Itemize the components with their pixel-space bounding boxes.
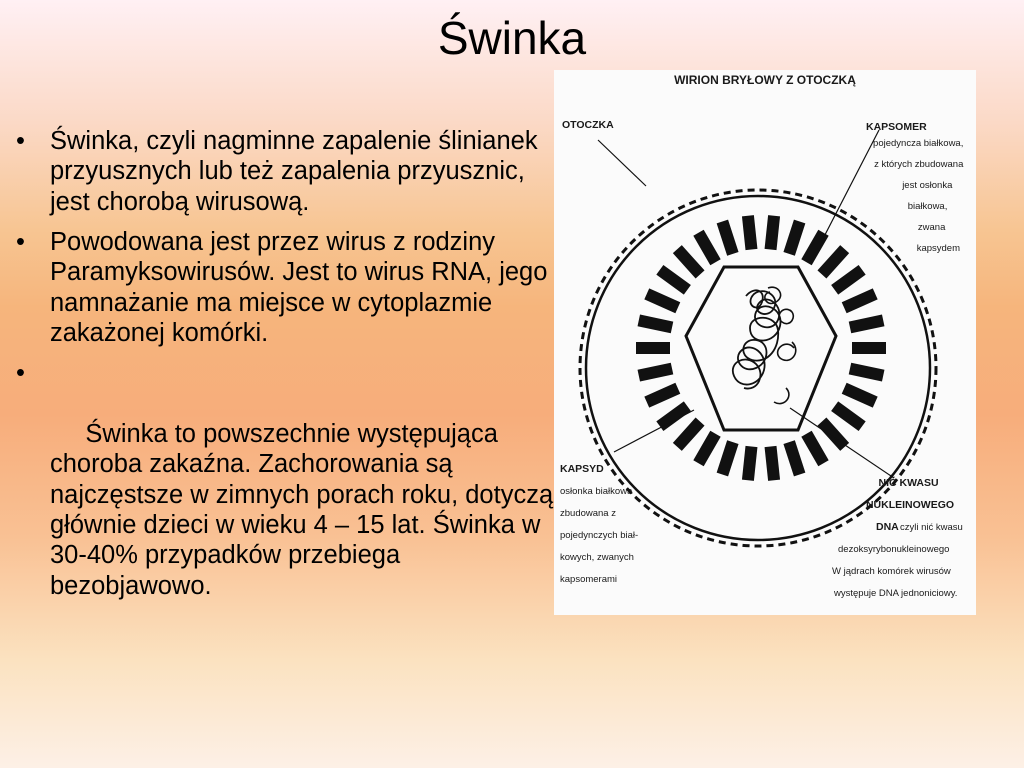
virion-diagram bbox=[554, 70, 976, 615]
capsomer-block bbox=[638, 363, 674, 382]
kapsomer-line: zwana bbox=[917, 222, 946, 233]
nic-line: W jądrach komórek wirusów bbox=[832, 566, 951, 577]
capsomer-block bbox=[801, 431, 828, 466]
label-kapsomer-title: KAPSOMER bbox=[866, 121, 927, 133]
label-nic-text bbox=[832, 522, 965, 599]
capsomer-block bbox=[831, 401, 866, 431]
bullet-item bbox=[14, 126, 562, 217]
bullet-dot: • bbox=[16, 127, 25, 155]
capsomer-block bbox=[673, 418, 705, 451]
capsomer-block bbox=[817, 245, 849, 278]
capsomer-block bbox=[673, 245, 705, 278]
kapsyd-line: zbudowana z bbox=[560, 508, 616, 519]
kapsomer-line: pojedyncza białkowa, bbox=[873, 138, 964, 149]
kapsyd-line: pojedynczych biał- bbox=[560, 530, 639, 541]
kapsomer-line: kapsydem bbox=[916, 243, 960, 254]
capsomer-block bbox=[717, 440, 739, 476]
capsomer-block bbox=[742, 215, 757, 250]
kapsomer-line: z których zbudowana bbox=[874, 159, 964, 170]
label-nic-dna: DNA bbox=[876, 521, 899, 533]
capsomer-block bbox=[842, 383, 878, 408]
kapsomer-pointer bbox=[812, 130, 879, 260]
capsomer-block bbox=[783, 440, 805, 476]
kapsomer-line: jest osłonka bbox=[902, 180, 953, 191]
capsomer-block bbox=[742, 446, 757, 481]
capsomer-block bbox=[849, 363, 885, 382]
kapsyd-line: kapsomerami bbox=[560, 574, 618, 585]
nic-title-line: NIĆ KWASU bbox=[878, 477, 939, 489]
label-kapsyd-text bbox=[560, 486, 641, 585]
capsomer-block bbox=[852, 342, 886, 354]
kapsyd-line: osłonka białkowa bbox=[560, 486, 633, 497]
label-kapsyd-title: KAPSYD bbox=[560, 463, 604, 475]
bullet-dot: • bbox=[16, 228, 25, 257]
bullet-item bbox=[14, 227, 562, 348]
capsomer-block bbox=[783, 220, 805, 256]
label-nic-title bbox=[866, 476, 954, 511]
bullet-item bbox=[14, 358, 562, 631]
capsomer-block bbox=[831, 265, 866, 295]
capsomer-block bbox=[717, 220, 739, 256]
otoczka-pointer bbox=[598, 140, 646, 186]
capsomer-block bbox=[849, 314, 885, 333]
capsomer-block bbox=[765, 215, 780, 250]
bullet-text: Świnka to powszechnie występująca choroba zakaźna. Zachorowania są najczęstsze w zimnych porach roku, dotyczą głównie dzieci w wieku 4 – 15 lat. Świnka w 30-40% przypadków przebiega bezobjawowo. bbox=[50, 420, 554, 600]
nic-line: występuje DNA jednoniciowy. bbox=[834, 588, 958, 599]
capsomer-block bbox=[693, 431, 720, 466]
capsomer-block bbox=[644, 383, 680, 408]
kapsomer-line: białkowa, bbox=[907, 201, 948, 212]
label-otoczka: OTOCZKA bbox=[562, 119, 614, 131]
bullet-text: Powodowana jest przez wirus z rodziny Paramyksowirusów. Jest to wirus RNA, jego namnażanie ma miejsce w cytoplazmie zakażonej komórki. bbox=[50, 228, 548, 348]
capsomer-block bbox=[656, 265, 691, 295]
capsomer-block bbox=[638, 314, 674, 333]
capsomer-block bbox=[644, 288, 680, 313]
virion-diagram-svg bbox=[554, 70, 976, 615]
capsomer-block bbox=[817, 418, 849, 451]
label-kapsomer-text bbox=[873, 138, 966, 254]
capsomer-block bbox=[693, 230, 720, 265]
capsomer-block bbox=[636, 342, 670, 354]
capsomer-block bbox=[842, 288, 878, 313]
slide-title: Świnka bbox=[437, 12, 587, 64]
nic-line: dezoksyrybonukleinowego bbox=[838, 544, 950, 555]
bullet-dot: • bbox=[16, 359, 25, 388]
nic-title-line: NUKLEINOWEGO bbox=[865, 499, 955, 511]
capsomer-block bbox=[765, 446, 780, 481]
kapsyd-line: kowych, zwanych bbox=[560, 552, 634, 563]
diagram-title: WIRION BRYŁOWY Z OTOCZKĄ bbox=[674, 73, 856, 87]
nic-line: czyli nić kwasu bbox=[900, 522, 963, 533]
bullet-text: Świnka, czyli nagminne zapalenie ślinianek przyusznych lub też zapalenia przyusznic, jest chorobą wirusową. bbox=[50, 127, 538, 216]
bullet-list bbox=[14, 126, 562, 642]
